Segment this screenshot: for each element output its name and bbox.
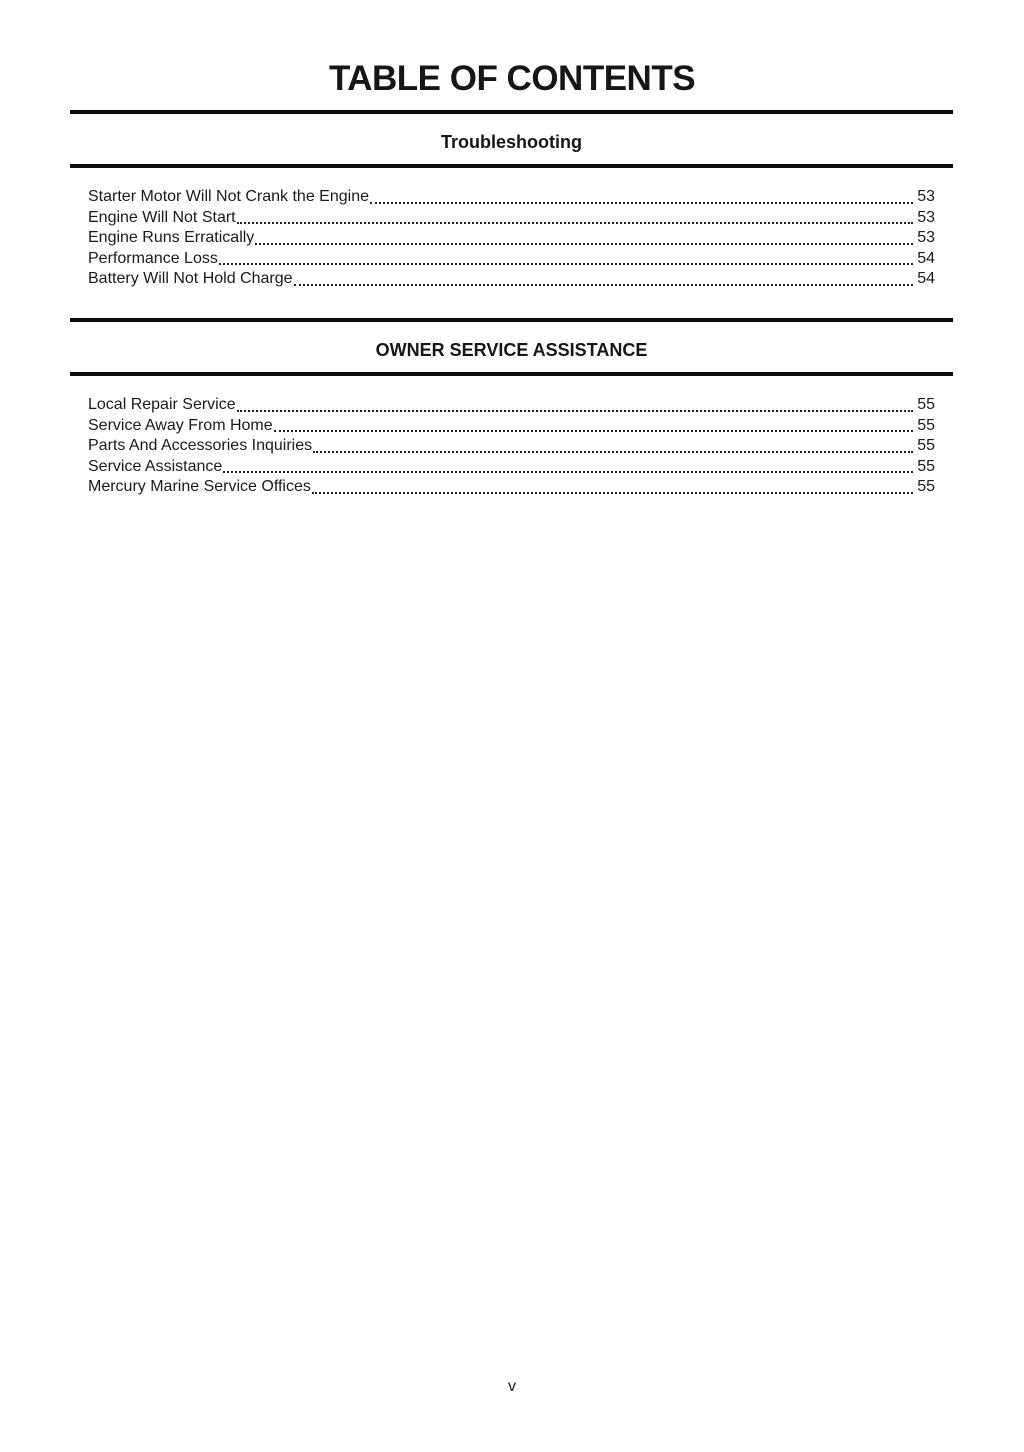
dot-leader [223,457,913,474]
dot-leader [219,249,913,266]
section-entries [70,168,953,290]
footer-page-number: v [508,1378,516,1395]
toc-entry [88,457,935,478]
entry-page-number: 54 [917,249,935,267]
entry-page-number: 55 [917,457,935,475]
entry-label: Service Assistance [88,457,223,475]
entry-label: Performance Loss [88,249,218,267]
entry-page-number: 53 [917,188,935,205]
toc-entry [88,249,935,270]
toc-section [70,318,953,498]
entry-label: Engine Will Not Start [88,208,236,226]
dot-leader [370,187,913,204]
entry-page-number: 55 [917,395,935,413]
entry-label: Parts And Accessories Inquiries [88,437,313,455]
entry-label: Mercury Marine Service Offices [88,478,311,496]
toc-entry [88,208,935,229]
entry-label: Battery Will Not Hold Charge [88,270,293,288]
entry-label: Service Away From Home [88,416,273,434]
entry-label: Local Repair Service [88,395,236,413]
toc-sections [70,110,953,498]
section-heading: Troubleshooting [441,132,582,152]
dot-leader [312,477,913,494]
toc-entry [88,187,935,208]
page-title: TABLE OF CONTENTS [328,59,696,98]
toc-entry [88,416,935,437]
entry-page-number: 55 [917,437,935,455]
entry-page-number: 53 [917,208,935,226]
section-heading: OWNER SERVICE ASSISTANCE [375,339,648,360]
entry-page-number: 54 [917,270,935,288]
entry-label: Engine Runs Erratically [88,229,255,247]
entry-label: Starter Motor Will Not Crank the Engine [88,188,369,205]
toc-section [70,110,953,290]
toc-entry [88,436,935,457]
section-rule-top [70,110,953,114]
dot-leader [237,208,914,225]
entry-page-number: 55 [917,478,935,496]
entry-page-number: 53 [917,229,935,247]
dot-leader [255,228,913,245]
section-entries [70,376,953,498]
dot-leader [237,395,914,412]
toc-entry [88,395,935,416]
toc-entry [88,228,935,249]
dot-leader [274,416,914,433]
entry-page-number: 55 [917,416,935,434]
toc-entry [88,269,935,290]
section-rule-top [70,318,953,322]
toc-entry [88,477,935,498]
dot-leader [313,436,913,453]
dot-leader [294,269,914,286]
